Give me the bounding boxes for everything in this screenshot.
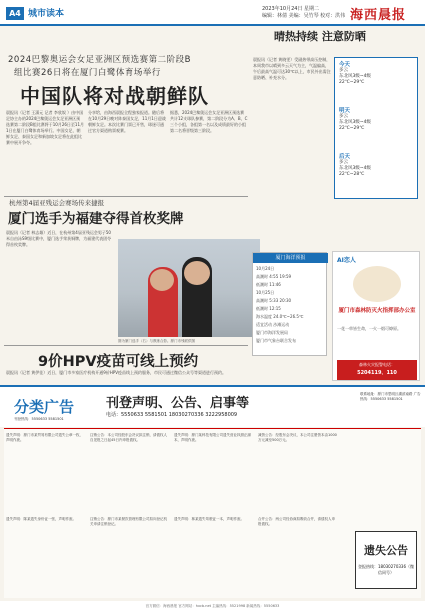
forecast-day-label: 明天 [339, 108, 351, 114]
ad-org: 厦门市森林防灭火指挥部办公室 [338, 308, 416, 314]
footer: 官方微信：海西晨报 官方网站：hxcb.net 主编热线：5521998 新闻热线：5550633 [0, 601, 425, 611]
forecast-day-label: 今天 [339, 62, 351, 68]
ad-hotline: 5204119、110 [357, 370, 397, 376]
lost-notice-title: 遗失公告 [364, 544, 408, 557]
forecast-condition: 多云 [339, 114, 348, 119]
forecast-condition: 多云 [339, 68, 348, 73]
divider [4, 196, 248, 197]
ocean-line: 海水温度 24.0℃~26.5℃ [256, 314, 304, 319]
classified-item: 遗失声明：厦门某科技有限公司遗失营业执照正副本，声明作废。 [174, 433, 251, 442]
classified-item: 遗失声明：厦门市某贸易有限公司遗失公章一枚，声明作废。 [6, 433, 83, 442]
ocean-line: 高潮时 5:33 20:30 [256, 298, 292, 303]
ocean-forecast-list [256, 265, 325, 355]
story2-body: 晨报讯（记者 林志雄）近日，在杭州第4届亚残运会男子50米自由泳S9级比赛中，厦门选手荣获铜牌，为福建代表团夺得首枚奖牌。 [6, 230, 112, 247]
classified-title: 分类广告 [14, 398, 75, 416]
story3-headline: 9价HPV疫苗可线上预约 [38, 354, 199, 370]
classified-phones: 电话：5550633 5581501 18030270336 3222958009 [106, 412, 238, 418]
story1-kicker-line1: 2024巴黎奥运会女足亚洲区预选赛第二阶段B [8, 55, 191, 65]
newspaper-logo: 海西晨报 [350, 8, 407, 23]
ad-slogan: 一花一草皆生命，一火一烟可燎原。 [337, 326, 401, 331]
classified-subtitle: 刊登热线：5550633 5581501 [14, 417, 64, 421]
classified-item: 注销公告：厦门市某餐饮管理有限公司拟向登记机关申请注销登记。 [90, 517, 167, 526]
classified-item: 减资公告：经股东会决议，本公司注册资本由1000万元减至500万元。 [258, 433, 337, 442]
face [150, 269, 174, 291]
ocean-line: 10月25日 [256, 290, 275, 295]
editor-text: 编辑：林倩 美编：吴竹琴 校对：洪伟 [262, 13, 346, 19]
ocean-line: 厦门市气象台联合发布 [256, 338, 296, 343]
forecast-day [339, 154, 415, 178]
forecast-temp: 22℃~28℃ [339, 172, 365, 177]
ocean-line: 厦门市海洋发展局 [256, 330, 288, 335]
ocean-line: 低潮时 12:15 [256, 306, 281, 311]
date-line [262, 6, 345, 20]
weather-headline: 晴热持续 注意防晒 [274, 30, 366, 43]
ad-hotline-label: 森林火灾报警电话： [359, 362, 395, 367]
forecast-wind: 东北风3级~4级 [339, 166, 371, 171]
story2-kicker: 杭州第4届亚残运会赛场传来捷报 [9, 199, 105, 207]
divider [4, 345, 248, 346]
fire-prevention-ad [332, 251, 420, 381]
forecast-temp: 22℃~29℃ [339, 126, 365, 131]
forecast-condition: 多云 [339, 160, 348, 165]
story1-body-col3: 据悉，2024巴黎奥运会女足亚洲区预选赛共计12支球队参赛，第二阶段分为A、B、C三个小组，各组第一名以及成绩最好的小组第二名将晋级第三阶段。 [170, 110, 248, 133]
classified-hotline: 联系地址：厦门市思明区湖滨南路 广告热线：5550633 5581501 [360, 392, 421, 401]
forecast-day [339, 62, 415, 86]
story3-body: 晨报讯（记者 黄伊佳）近日，厦门市多家医疗机构开通9价HPV疫苗线上预约服务，市民可通过微信公众号等渠道进行预约。 [6, 370, 226, 375]
ad-title: AI恋人 [337, 257, 356, 264]
page-number: A4 [6, 7, 24, 20]
ocean-line: 10月24日 [256, 266, 275, 271]
ocean-forecast-title: 厦门海洋预报 [253, 253, 328, 263]
story1-body-col2: 分享给，由海西晨报全程独家报道。随后将在10月29日晚对阵泰国女足，11月1日迎战朝鲜女足。本次比赛门票已开售，球迷可通过官方渠道购票观赛。 [88, 110, 166, 133]
forecast-day-label: 后天 [339, 154, 351, 160]
athletes-photo [118, 239, 260, 337]
forecast-day [339, 108, 415, 132]
face [184, 261, 210, 285]
masthead [0, 0, 425, 26]
ocean-line: 低潮时 11:46 [256, 282, 281, 287]
story1-kicker-line2: 组比赛26日将在厦门白鹭体育场举行 [14, 68, 161, 78]
forecast-temp: 22℃~29℃ [339, 80, 365, 85]
photo-caption: 图为厦门选手（右）与教练合影。厦门市残联供图 [118, 339, 195, 343]
classified-item: 注销公告：本公司经股东会决议拟注销，请债权人自见报之日起45日内申报债权。 [90, 433, 167, 442]
forecast-wind: 东北风3级~4级 [339, 74, 371, 79]
classified-item: 遗失声明：林某遗失驾驶证一本，声明作废。 [174, 517, 244, 521]
classified-headline: 刊登声明、公告、启事等 [106, 396, 250, 411]
lost-notice-box [355, 531, 417, 589]
ocean-forecast-box [252, 252, 327, 356]
classified-item: 遗失声明：陈某遗失身份证一张，声明作废。 [6, 517, 76, 521]
weather-forecast-box [334, 57, 418, 199]
classified-item: 合并公告：两公司经协商拟吸收合并，请债权人申报债权。 [258, 517, 335, 526]
story2-headline: 厦门选手为福建夺得首枚奖牌 [8, 211, 184, 227]
story1-body-col1: 晨报讯（记者 王潇元 记者 李欣娱 ）由中国足协主办的2024巴黎奥运会女足亚洲区预选赛第二阶段B组比赛将于10月26日至11月1日在厦门白鹭体育场举行。中国女足、朝鲜女足、泰国女足和新加坡女足将在此组比赛中展开争夺。 [6, 110, 84, 145]
lost-notice-phone: 登报热线：18030270336（微信同号） [358, 564, 414, 575]
ocean-line: 适宜活动 沙滩运动 [256, 322, 290, 327]
classified-header [0, 385, 425, 427]
ocean-line: 高潮时 4:55 19:59 [256, 274, 292, 279]
weather-body: 晨报讯（记者 黄晓雯）受副热带高压控制，本周我市以晴到多云天气为主，气温偏高，午后最高气温可达30℃以上，市民外出需注意防晒、补充水分。 [253, 57, 331, 80]
date-text: 2023年10月24日 星期二 [262, 6, 320, 12]
section-title: 城市读本 [28, 9, 65, 19]
ad-hotline-box [337, 360, 417, 380]
story1-headline: 中国队将对战朝鲜队 [20, 84, 209, 108]
forecast-wind: 东北风3级~4级 [339, 120, 371, 125]
mascot-icon [353, 266, 401, 302]
